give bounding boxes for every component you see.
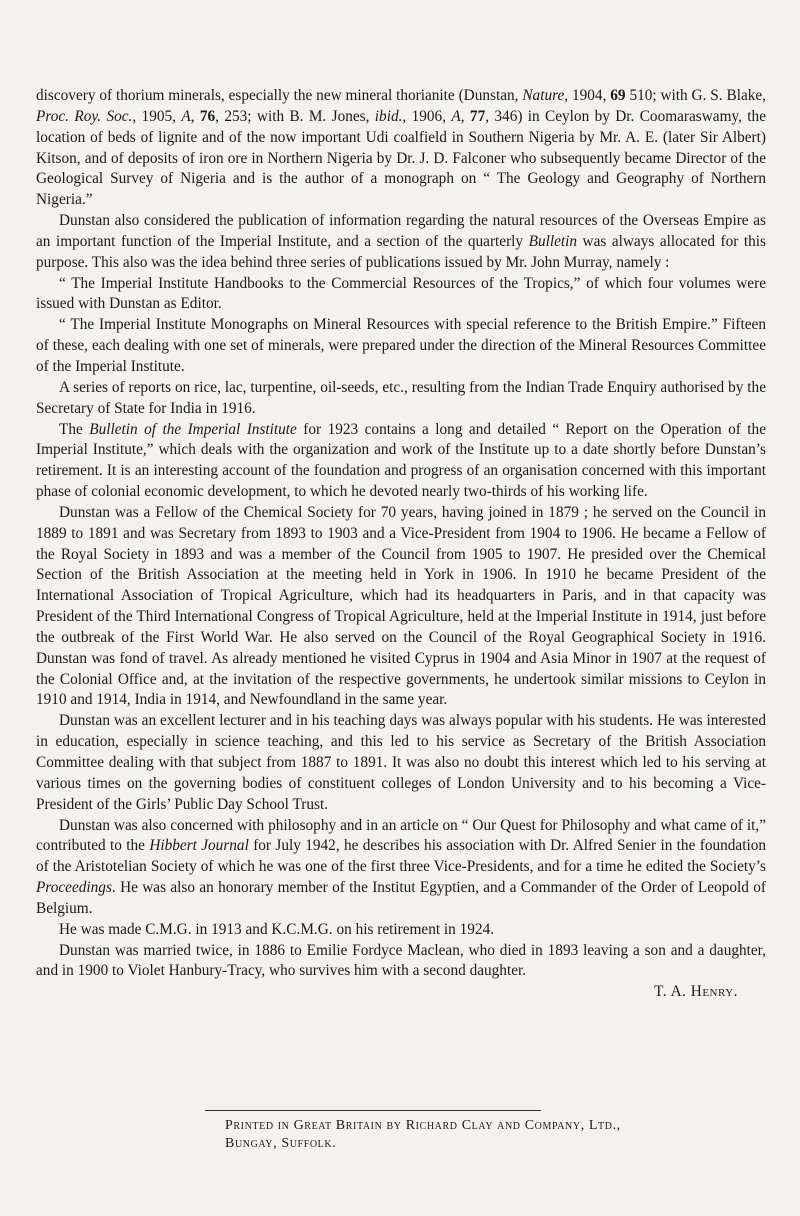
printer-line-2: Bungay, Suffolk. bbox=[225, 1136, 337, 1151]
printer-divider-rule bbox=[205, 1110, 541, 1111]
text-run: 76 bbox=[199, 107, 216, 125]
paragraph-2 bbox=[36, 211, 766, 274]
text-run: for 1923 contains a long and detailed “ Report on the Operation of the Imperial Institute,” which deals with the organization and work of the Institute up to a date shortly before Dunstan’s retirement. It is an interesting account of the foundation and progress of an organisation concerned with this important phase of colonial economic development, to which he devoted nearly two-thirds of his working life. bbox=[36, 420, 766, 501]
text-run: Dunstan was a Fellow of the Chemical Society for 70 years, having joined in 1879 ; he served on the Council in 1889 to 1891 and was Secretary from 1893 to 1903 and a Vice-President from 1904 to 1906. He became a Fellow of the Royal Society in 1893 and was a member of the Council from 1905 to 1907. He presided over the Chemical Section of the British Association at the meeting held in York in 1906. In 1910 he became President of the International Association of Tropical Agriculture, which had its headquarters in Paris, and in that capacity was President of the Third International Congress of Tropical Agriculture, held at the Imperial Institute in 1914, just before the outbreak of the First World War. He also served on the Council of the Royal Geographical Society in 1916. Dunstan was fond of travel. As already mentioned he visited Cyprus in 1904 and Asia Minor in 1907 at the request of the Colonial Office and, at the invitation of the respective governments, he undertook similar missions to Ceylon in 1910 and 1914, India in 1914, and Newfoundland in the same year. bbox=[36, 503, 766, 709]
text-run: ibid. bbox=[374, 107, 403, 125]
text-run: , 1906, bbox=[402, 107, 452, 125]
paragraph-4 bbox=[36, 315, 766, 378]
text-run: Nature bbox=[522, 87, 565, 104]
paragraph-9 bbox=[36, 816, 766, 920]
text-run: “ The Imperial Institute Handbooks to the Commercial Resources of the Tropics,” of which four volumes were issued with Dunstan as Editor. bbox=[36, 274, 766, 313]
text-run: , bbox=[190, 107, 200, 125]
author-signature: T. A. Henry. bbox=[654, 983, 738, 1001]
text-run: A bbox=[181, 107, 191, 125]
article-body bbox=[36, 86, 766, 1003]
text-run: Bulletin bbox=[528, 232, 578, 250]
text-run: Bulletin of the Imperial Institute bbox=[89, 420, 297, 438]
text-run: “ The Imperial Institute Monographs on Mineral Resources with special reference to the British Empire.” Fifteen of these, each dealing with one set of minerals, were prepared under the direction of the Mineral Resources Committee of the Imperial Institute. bbox=[36, 316, 766, 375]
paragraph-5 bbox=[36, 378, 766, 420]
paragraph-6 bbox=[36, 420, 766, 503]
paragraph-11 bbox=[36, 941, 766, 983]
text-run: Dunstan was an excellent lecturer and in his teaching days was always popular with his students. He was interested in education, especially in science teaching, and this led to his service as Secretary of the British Association Committee dealing with that subject from 1887 to 1891. It was also no doubt this interest which led to his serving at various times on the governing bodies of constituent colleges of London University and to his becoming a Vice-President of the Girls’ Public Day School Trust. bbox=[36, 712, 766, 813]
text-run: , 1905, bbox=[132, 107, 182, 125]
text-run: Dunstan was married twice, in 1886 to Emilie Fordyce Maclean, who died in 1893 leaving a son and a daughter, and in 1900 to Violet Hanbury-Tracy, who survives him with a second daughter. bbox=[36, 941, 766, 980]
text-run: 69 bbox=[610, 87, 626, 104]
text-run: , 253; with B. M. Jones, bbox=[215, 107, 375, 125]
paragraph-1 bbox=[36, 86, 766, 211]
text-run: Dunstan was also concerned with philosophy and in an article on “ Our Quest for Philosophy and what came of it,” contributed to the bbox=[36, 816, 766, 855]
text-run: 510; with G. S. Blake, bbox=[625, 87, 766, 104]
text-run: was always allocated for this purpose. This also was the idea behind three series of publications issued by Mr. John Murray, namely : bbox=[36, 232, 766, 271]
text-run: Proc. Roy. Soc. bbox=[36, 107, 133, 125]
text-run: A bbox=[451, 107, 461, 125]
text-run: , 346) in Ceylon by Dr. Coomaraswamy, the location of beds of lignite and of the now important Udi coalfield in Southern Nigeria by Mr. A. E. (later Sir Albert) Kitson, and of deposits of iron ore in Northern Nigeria by Dr. J. D. Falconer who subsequently became Director of the Geological Survey of Nigeria and is the author of a monograph on “ The Geology and Geography of Northern Nigeria.” bbox=[36, 107, 766, 209]
text-run: Dunstan also considered the publication of information regarding the natural resources of the Overseas Empire as an important function of the Imperial Institute, and a section of the quarterly bbox=[36, 212, 766, 250]
paragraph-10 bbox=[36, 920, 766, 941]
printer-line-1: Printed in Great Britain by Richard Clay and Company, Ltd., bbox=[225, 1118, 621, 1133]
text-run: Proceedings bbox=[36, 879, 112, 897]
text-run: discovery of thorium minerals, especially the new mineral thorianite (Dunstan, bbox=[36, 87, 523, 104]
text-run: . He was also an honorary member of the Institut Egyptien, and a Commander of the Order of Leopold of Belgium. bbox=[36, 879, 766, 917]
paragraph-8 bbox=[36, 711, 766, 815]
text-run: The bbox=[59, 420, 90, 438]
text-run: , bbox=[460, 107, 470, 125]
text-run: for July 1942, he describes his association with Dr. Alfred Senier in the foundation of the Aristotelian Society of which he was one of the first three Vice-Presidents, and for a time he edited the Society’s bbox=[36, 837, 766, 876]
paragraph-7 bbox=[36, 503, 766, 711]
printer-imprint bbox=[225, 1117, 765, 1153]
text-run: , 1904, bbox=[564, 87, 611, 104]
text-run: He was made C.M.G. in 1913 and K.C.M.G. on his retirement in 1924. bbox=[59, 920, 495, 938]
text-run: Hibbert Journal bbox=[149, 837, 249, 855]
text-run: A series of reports on rice, lac, turpentine, oil-seeds, etc., resulting from the Indian Trade Enquiry authorised by the Secretary of State for India in 1916. bbox=[36, 378, 766, 417]
paragraph-3 bbox=[36, 274, 766, 316]
text-run: 77 bbox=[469, 107, 486, 125]
